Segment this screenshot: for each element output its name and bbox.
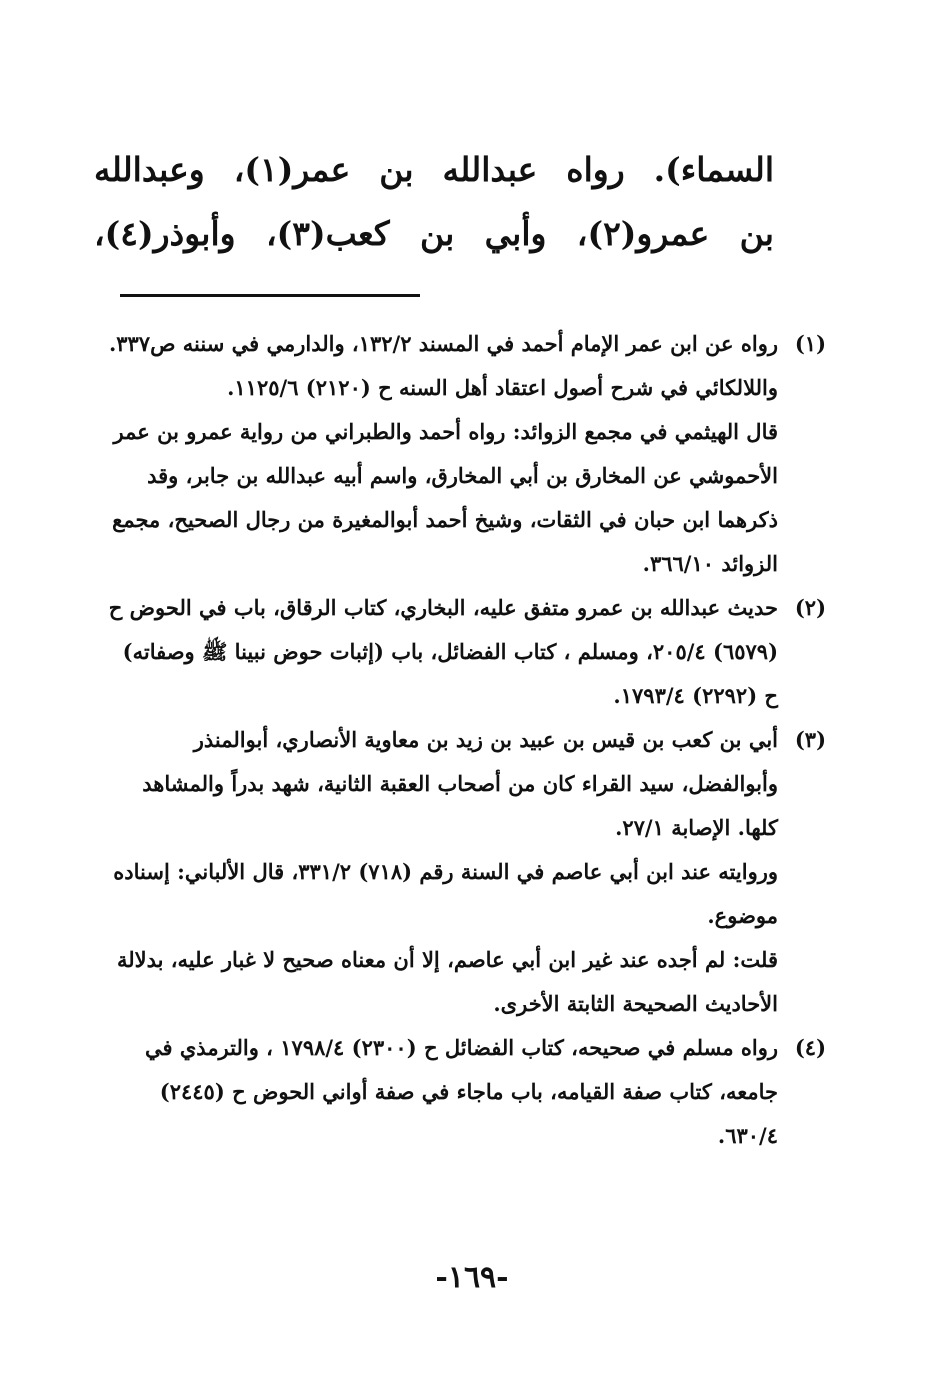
footnote-paragraph: قال الهيثمي في مجمع الزوائد: رواه أحمد والطبراني من رواية عمرو بن عمر الأحموشي عن المخارق بن أبي المخارق، واسم أبيه عبدالله بن جابر، وقد ذكرهما ابن حبان في الثقات، وشيخ أحمد أبوالمغيرة من رجال الصحيح، مجمع الزوائد ٣٦٦/١٠. <box>112 419 778 576</box>
footnote-number: (٢) <box>794 595 826 620</box>
footnote-paragraph: رواه عن ابن عمر الإمام أحمد في المسند ١٣٢/٢، والدارمي في سننه ص٣٣٧. واللالكائي في شرح أصول اعتقاد أهل السنه ح (٢١٢٠) ١١٢٥/٦. <box>108 331 778 400</box>
footnote-paragraph: قلت: لم أجده عند غير ابن أبي عاصم، إلا أن معناه صحيح لا غبار عليه، بدلالة الأحاديث الصحيحة الثابتة الأخرى. <box>116 947 778 1016</box>
footnote-3 <box>106 718 826 1026</box>
main-text <box>94 138 774 266</box>
main-text-line: السماء). رواه عبدالله بن عمر(١)، وعبدالله <box>94 150 775 189</box>
footnote-4 <box>106 1026 826 1158</box>
footnote-paragraph: رواه مسلم في صحيحه، كتاب الفضائل ح (٢٣٠٠) ١٧٩٨/٤ ، والترمذي في جامعه، كتاب صفة القيامه، باب ماجاء في صفة أواني الحوض ح (٢٤٤٥) ٦٣٠/٤. <box>145 1035 778 1148</box>
footnote-2 <box>106 586 826 718</box>
footnotes <box>106 322 826 1158</box>
footnote-paragraph: أبي بن كعب بن قيس بن عبيد بن زيد بن معاوية الأنصاري، أبوالمنذر وأبوالفضل، سيد القراء كان من أصحاب العقبة الثانية، شهد بدراً والمشاهد كلها. الإصابة ٢٧/١. <box>142 727 778 840</box>
footnote-paragraph: حديث عبدالله بن عمرو متفق عليه، البخاري، كتاب الرقاق، باب في الحوض ح (٦٥٧٩) ٢٠٥/٤، ومسلم ، كتاب الفضائل، باب (إثبات حوض نبينا ﷺ وصفاته) ح (٢٢٩٢) ١٧٩٣/٤. <box>108 595 778 708</box>
footnote-number: (٣) <box>794 727 826 752</box>
footnote-number: (٤) <box>794 1035 826 1060</box>
footnote-1 <box>106 322 826 586</box>
footnote-number: (١) <box>794 331 826 356</box>
main-text-line: بن عمرو(٢)، وأبي بن كعب(٣)، وأبوذر(٤)، <box>94 214 774 253</box>
footnote-separator <box>120 294 420 297</box>
footnote-paragraph: وروايته عند ابن أبي عاصم في السنة رقم (٧١٨) ٣٣١/٢، قال الألباني: إسناده موضوع. <box>113 859 778 928</box>
page-number: -١٦٩- <box>435 1260 509 1295</box>
